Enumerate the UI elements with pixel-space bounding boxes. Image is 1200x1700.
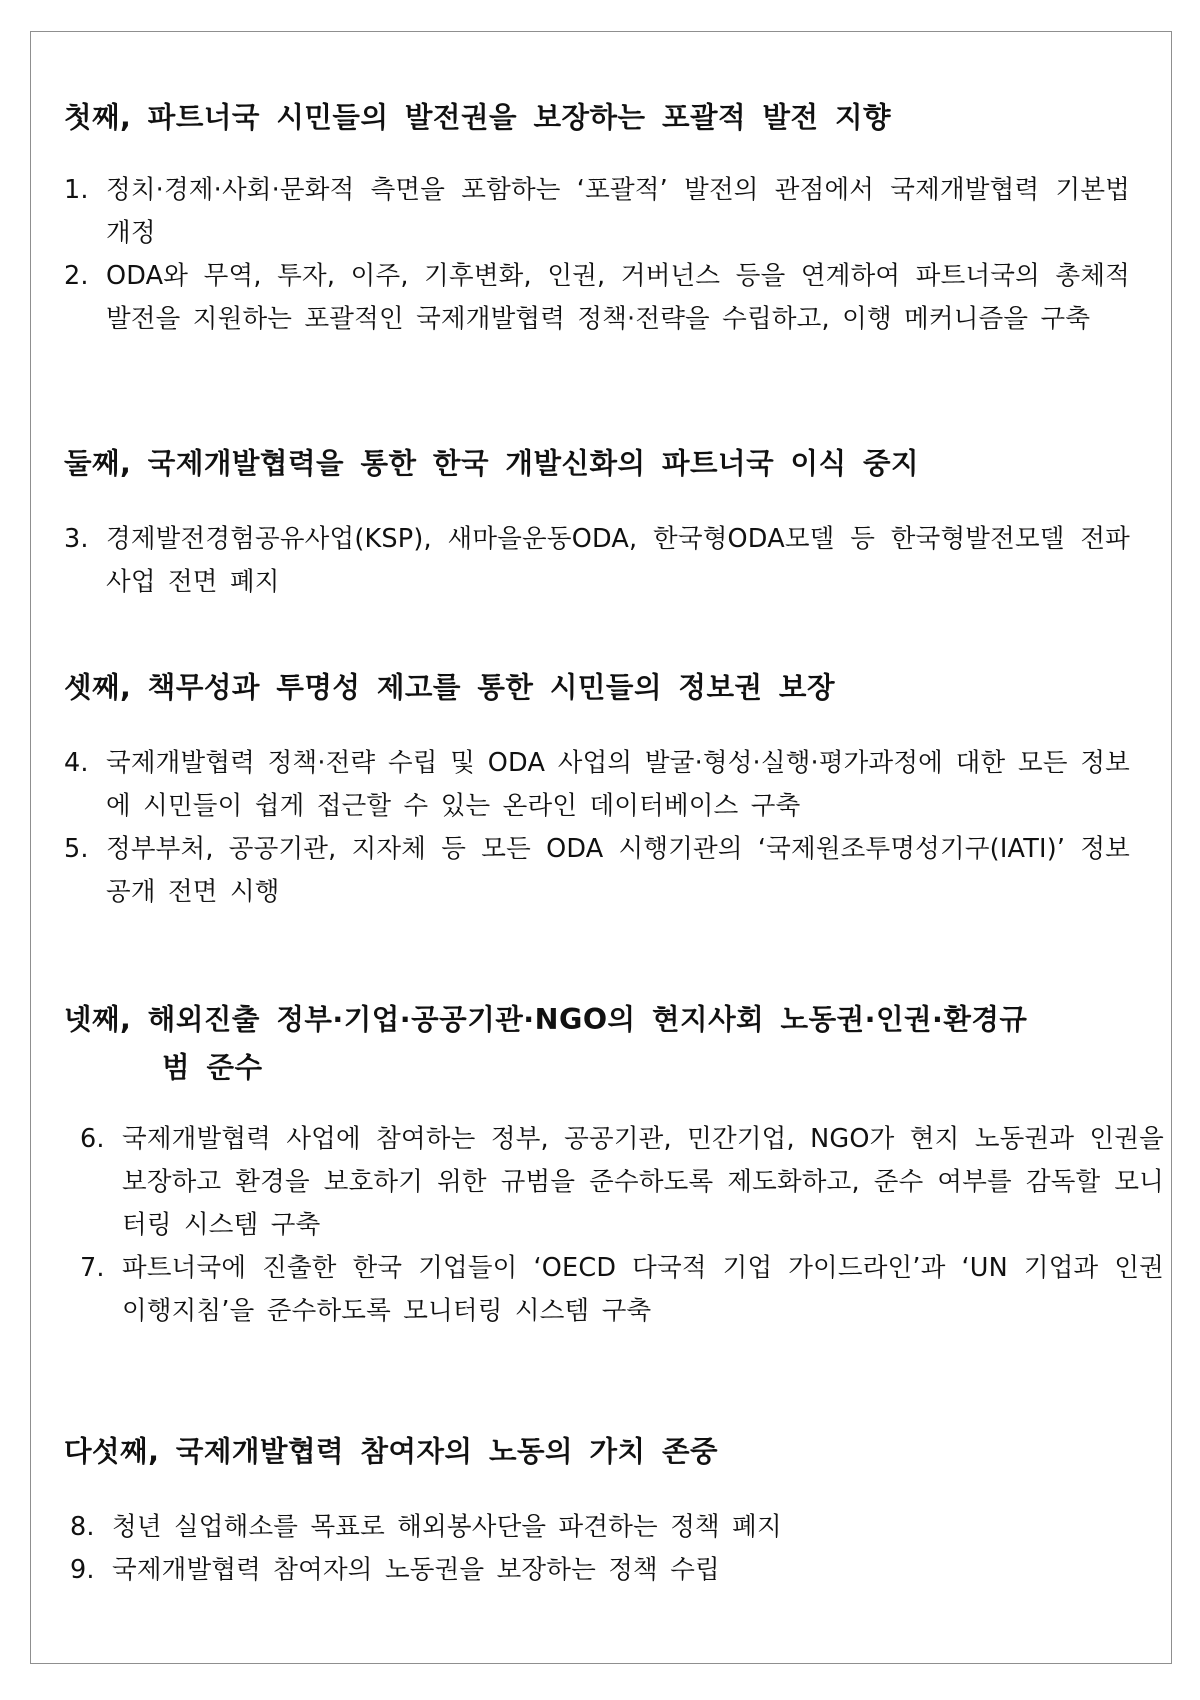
list-item bbox=[70, 1549, 1130, 1592]
item-number: 9. bbox=[70, 1555, 95, 1585]
item-number: 1. bbox=[64, 175, 89, 205]
item-number: 4. bbox=[64, 748, 89, 778]
item-text: 경제발전경험공유사업(KSP), 새마을운동ODA, 한국형ODA모델 등 한국형발전모델 전파사업 전면 폐지 bbox=[106, 524, 1130, 597]
item-list bbox=[80, 1118, 1164, 1333]
list-item bbox=[64, 518, 1130, 604]
item-text: 국제개발협력 참여자의 노동권을 보장하는 정책 수립 bbox=[112, 1555, 720, 1585]
section-4 bbox=[64, 996, 1164, 1333]
list-item bbox=[70, 1506, 1130, 1549]
section-heading: 다섯째, 국제개발협력 참여자의 노동의 가치 존중 bbox=[64, 1435, 719, 1468]
item-number: 2. bbox=[64, 261, 89, 291]
item-text: ODA와 무역, 투자, 이주, 기후변화, 인권, 거버넌스 등을 연계하여 파트너국의 총체적 발전을 지원하는 포괄적인 국제개발협력 정책·전략을 수립하고, 이행 메커니즘을 구축 bbox=[106, 261, 1130, 334]
item-text: 파트너국에 진출한 한국 기업들이 ‘OECD 다국적 기업 가이드라인’과 ‘UN 기업과 인권 이행지침’을 준수하도록 모니터링 시스템 구축 bbox=[122, 1253, 1164, 1326]
section-3 bbox=[64, 664, 1130, 914]
list-item bbox=[64, 169, 1130, 255]
section-heading bbox=[64, 996, 1164, 1092]
item-list bbox=[64, 518, 1130, 604]
list-item bbox=[80, 1247, 1164, 1333]
list-item bbox=[64, 255, 1130, 341]
section-heading-line-2: 범 준수 bbox=[162, 1051, 263, 1084]
item-number: 5. bbox=[64, 834, 89, 864]
item-text: 국제개발협력 정책·전략 수립 및 ODA 사업의 발굴·형성·실행·평가과정에 대한 모든 정보에 시민들이 쉽게 접근할 수 있는 온라인 데이터베이스 구축 bbox=[106, 748, 1130, 821]
section-heading: 첫째, 파트너국 시민들의 발전권을 보장하는 포괄적 발전 지향 bbox=[64, 101, 892, 134]
section-heading: 둘째, 국제개발협력을 통한 한국 개발신화의 파트너국 이식 중지 bbox=[64, 447, 920, 480]
section-2 bbox=[64, 440, 1130, 604]
item-text: 청년 실업해소를 목표로 해외봉사단을 파견하는 정책 폐지 bbox=[112, 1512, 782, 1542]
item-list bbox=[70, 1506, 1130, 1592]
list-item bbox=[64, 828, 1130, 914]
item-text: 국제개발협력 사업에 참여하는 정부, 공공기관, 민간기업, NGO가 현지 노동권과 인권을 보장하고 환경을 보호하기 위한 규범을 준수하도록 제도화하고, 준수 여부를 감독할 모니터링 시스템 구축 bbox=[122, 1124, 1164, 1240]
section-heading: 셋째, 책무성과 투명성 제고를 통한 시민들의 정보권 보장 bbox=[64, 671, 835, 704]
item-list bbox=[64, 169, 1130, 341]
list-item bbox=[64, 742, 1130, 828]
item-text: 정치·경제·사회·문화적 측면을 포함하는 ‘포괄적’ 발전의 관점에서 국제개발협력 기본법 개정 bbox=[106, 175, 1130, 248]
section-5 bbox=[64, 1428, 1130, 1592]
list-item bbox=[80, 1118, 1164, 1247]
item-number: 3. bbox=[64, 524, 89, 554]
item-text: 정부부처, 공공기관, 지자체 등 모든 ODA 시행기관의 ‘국제원조투명성기구(IATI)’ 정보공개 전면 시행 bbox=[106, 834, 1130, 907]
item-number: 6. bbox=[80, 1124, 105, 1154]
section-heading-line-1: 넷째, 해외진출 정부·기업·공공기관·NGO의 현지사회 노동권·인권·환경규 bbox=[64, 1003, 1028, 1036]
section-1 bbox=[64, 94, 1130, 341]
item-number: 7. bbox=[80, 1253, 105, 1283]
item-list bbox=[64, 742, 1130, 914]
item-number: 8. bbox=[70, 1512, 95, 1542]
